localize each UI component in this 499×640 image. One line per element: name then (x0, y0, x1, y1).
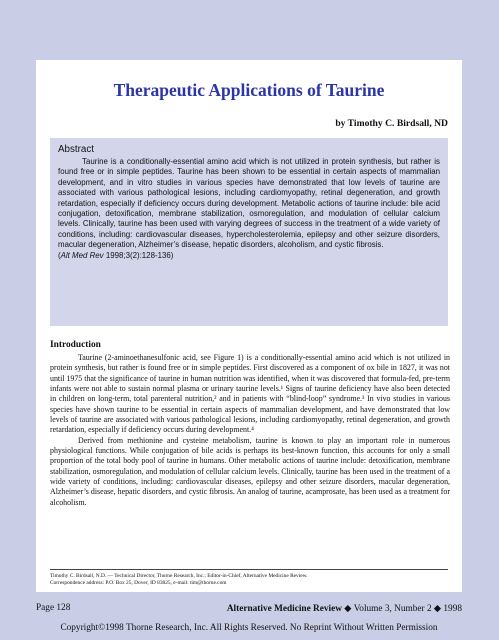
diamond-separator-1: ◆ (344, 604, 352, 614)
copyright-notice: Copyright©1998 Thorne Research, Inc. All Rights Reserved. No Reprint Without Written Permission (60, 623, 438, 633)
introduction-heading: Introduction (50, 340, 101, 350)
introduction-paragraph-2: Derived from methionine and cysteine metabolism, taurine is known to play an important role in numerous physiological functions. While conjugation of bile acids is perhaps its best-known function, this accounts for only a small proportion of the total body pool of taurine in humans. Other metabolic actions of taurine include: detoxification, membrane stabilization, osmoregulation, and modulation of cellular calcium levels. Clinically, taurine has been used in the treatment of a wide variety of conditions, including: cardiovascular diseases, epilepsy and other seizure disorders, macular degeneration, Alzheimer’s disease, hepatic disorders, and cystic fibrosis. An analog of taurine, acamprosate, has been used as a treatment for alcoholism. (50, 435, 450, 507)
citation-details: 1998;3(2):128-136) (103, 250, 174, 260)
introduction-body (50, 353, 450, 508)
journal-volume: Volume 3, Number 2 (353, 604, 432, 614)
citation-journal: Alt Med Rev (60, 250, 104, 260)
introduction-paragraph-1: Taurine (2-aminoethanesulfonic acid, see Figure 1) is a conditionally-essential amino acid which is not utilized in protein synthesis, but rather is found free or in simple peptides. First discovered as a component of ox bile in 1827, it was not until 1975 that the significance of taurine in human nutrition was identified, when it was discovered that formula-fed, pre-term infants were not able to sustain normal plasma or urinary taurine levels.¹ Signs of taurine deficiency have also been detected in children on long-term, total parenteral nutrition,² and in patients with “blind-loop” syndrome.³ In vivo studies in various species have shown taurine to be essential in certain aspects of mammalian development, and have demonstrated that low levels of taurine are associated with various pathological lesions, including cardiomyopathy, retinal degeneration, and growth retardation, especially if deficiency occurs during development.⁴ (50, 353, 450, 435)
author-footnote (50, 573, 450, 587)
diamond-separator-2: ◆ (433, 604, 442, 614)
journal-info (227, 603, 462, 614)
author-byline: by Timothy C. Birdsall, ND (335, 118, 448, 129)
footnote-correspondence: Correspondence address: P.O. Box 25, Dover, ID 83825, e-mail: tim@thorne.com (50, 580, 227, 586)
article-title: Therapeutic Applications of Taurine (113, 80, 385, 100)
article-page (36, 60, 462, 592)
journal-name: Alternative Medicine Review (226, 604, 342, 614)
footnote-divider (50, 569, 448, 570)
footnote-affiliation: Timothy C. Birdsall, N.D. — Technical Director, Thorne Research, Inc.; Editor-in-Chief, Alternative Medicine Review. (50, 573, 308, 579)
journal-year: 1998 (443, 604, 462, 614)
page-number: Page 128 (36, 603, 71, 613)
abstract-heading: Abstract (58, 144, 94, 155)
abstract-citation: (Alt Med Rev 1998;3(2):128-136) (58, 250, 174, 260)
abstract-body: Taurine is a conditionally-essential amino acid which is not utilized in protein synthesis, but rather is found free or in simple peptides. Taurine has been shown to be essential in certain aspects of mammalian development, and in vitro studies in various species have demonstrated that low levels of taurine are associated with various pathological lesions, including cardiomyopathy, retinal degeneration, and growth retardation, especially if deficiency occurs during development. Metabolic actions of taurine include: bile acid conjugation, detoxification, membrane stabilization, osmoregulation, and modulation of cellular calcium levels. Clinically, taurine has been used with varying degrees of success in the treatment of a wide variety of conditions, including: cardiovascular diseases, hypercholesterolemia, epilepsy and other seizure disorders, macular degeneration, Alzheimer’s disease, hepatic disorders, alcoholism, and cystic fibrosis. (58, 157, 440, 250)
abstract-box (50, 138, 448, 326)
